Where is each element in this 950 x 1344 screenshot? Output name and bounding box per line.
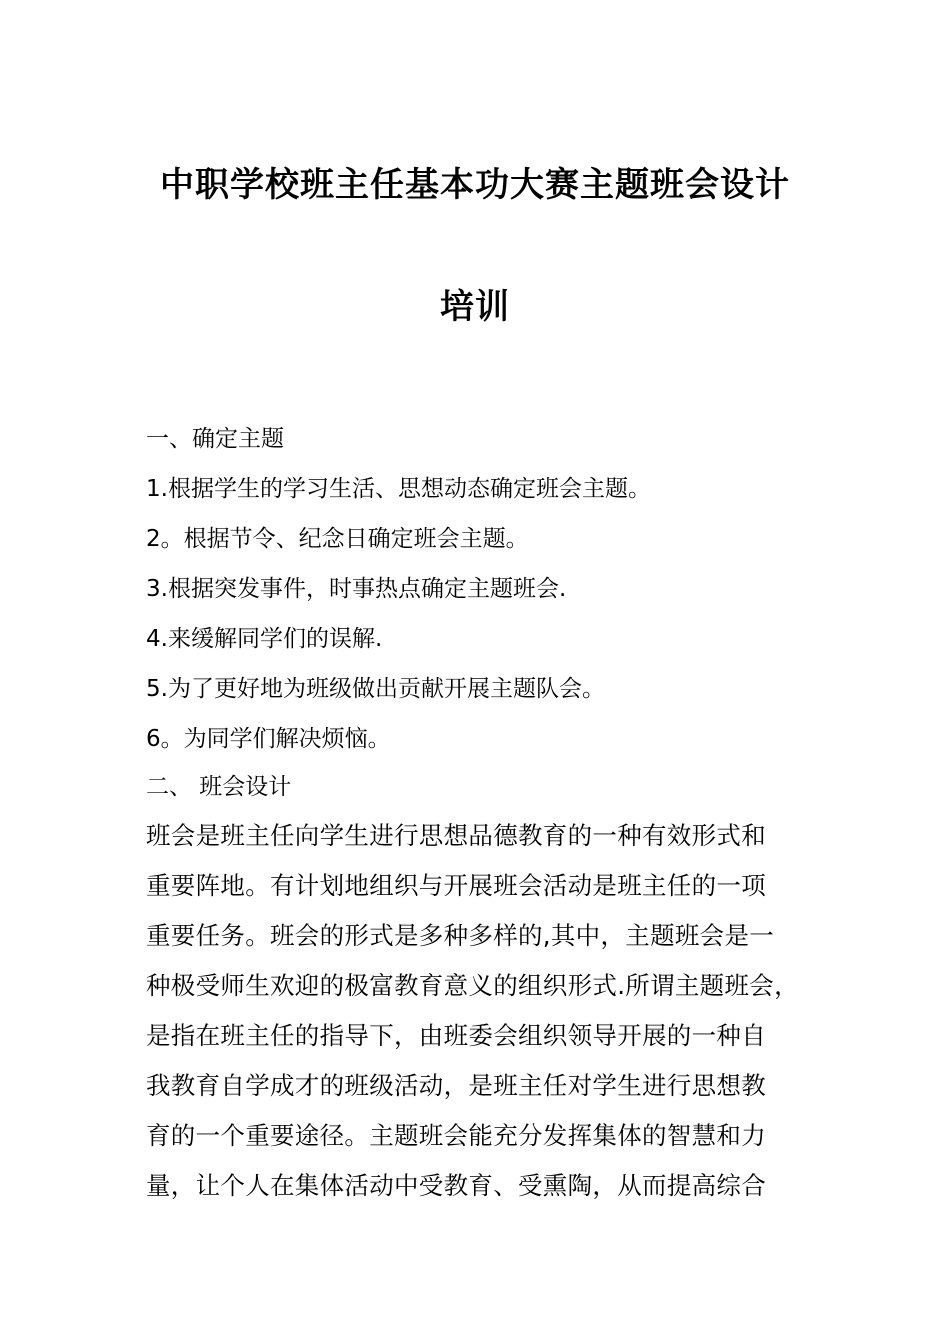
paragraph-line: 种极受师生欢迎的极富教育意义的组织形式.所谓主题班会， <box>146 971 799 1000</box>
section-heading-class-meeting-design: 二、 班会设计 <box>146 774 292 800</box>
paragraph-line: 量，让个人在集体活动中受教育、受熏陶，从而提高综合 <box>146 1171 766 1200</box>
list-item: 6。为同学们解决烦恼。 <box>146 726 391 752</box>
section-heading-determine-theme: 一、确定主题 <box>146 426 284 452</box>
list-item: 1.根据学生的学习生活、思想动态确定班会主题。 <box>146 476 651 502</box>
list-item: 4.来缓解同学们的误解. <box>146 626 383 652</box>
list-item: 5.为了更好地为班级做出贡献开展主题队会。 <box>146 676 605 702</box>
paragraph-line: 班会是班主任向学生进行思想品德教育的一种有效形式和 <box>146 821 766 850</box>
paragraph-line: 育的一个重要途径。主题班会能充分发挥集体的智慧和力 <box>146 1121 766 1150</box>
paragraph-line: 我教育自学成才的班级活动，是班主任对学生进行思想教 <box>146 1071 766 1100</box>
document-title-line-2: 培训 <box>440 287 510 327</box>
paragraph-line: 重要阵地。有计划地组织与开展班会活动是班主任的一项 <box>146 871 766 900</box>
list-item: 3.根据突发事件，时事热点确定主题班会. <box>146 576 567 602</box>
list-item: 2。根据节令、纪念日确定班会主题。 <box>146 526 529 552</box>
paragraph-line: 是指在班主任的指导下，由班委会组织领导开展的一种自 <box>146 1021 766 1050</box>
document-title-line-1: 中职学校班主任基本功大赛主题班会设计 <box>160 165 790 205</box>
paragraph-line: 重要任务。班会的形式是多种多样的,其中，主题班会是一 <box>146 921 775 950</box>
